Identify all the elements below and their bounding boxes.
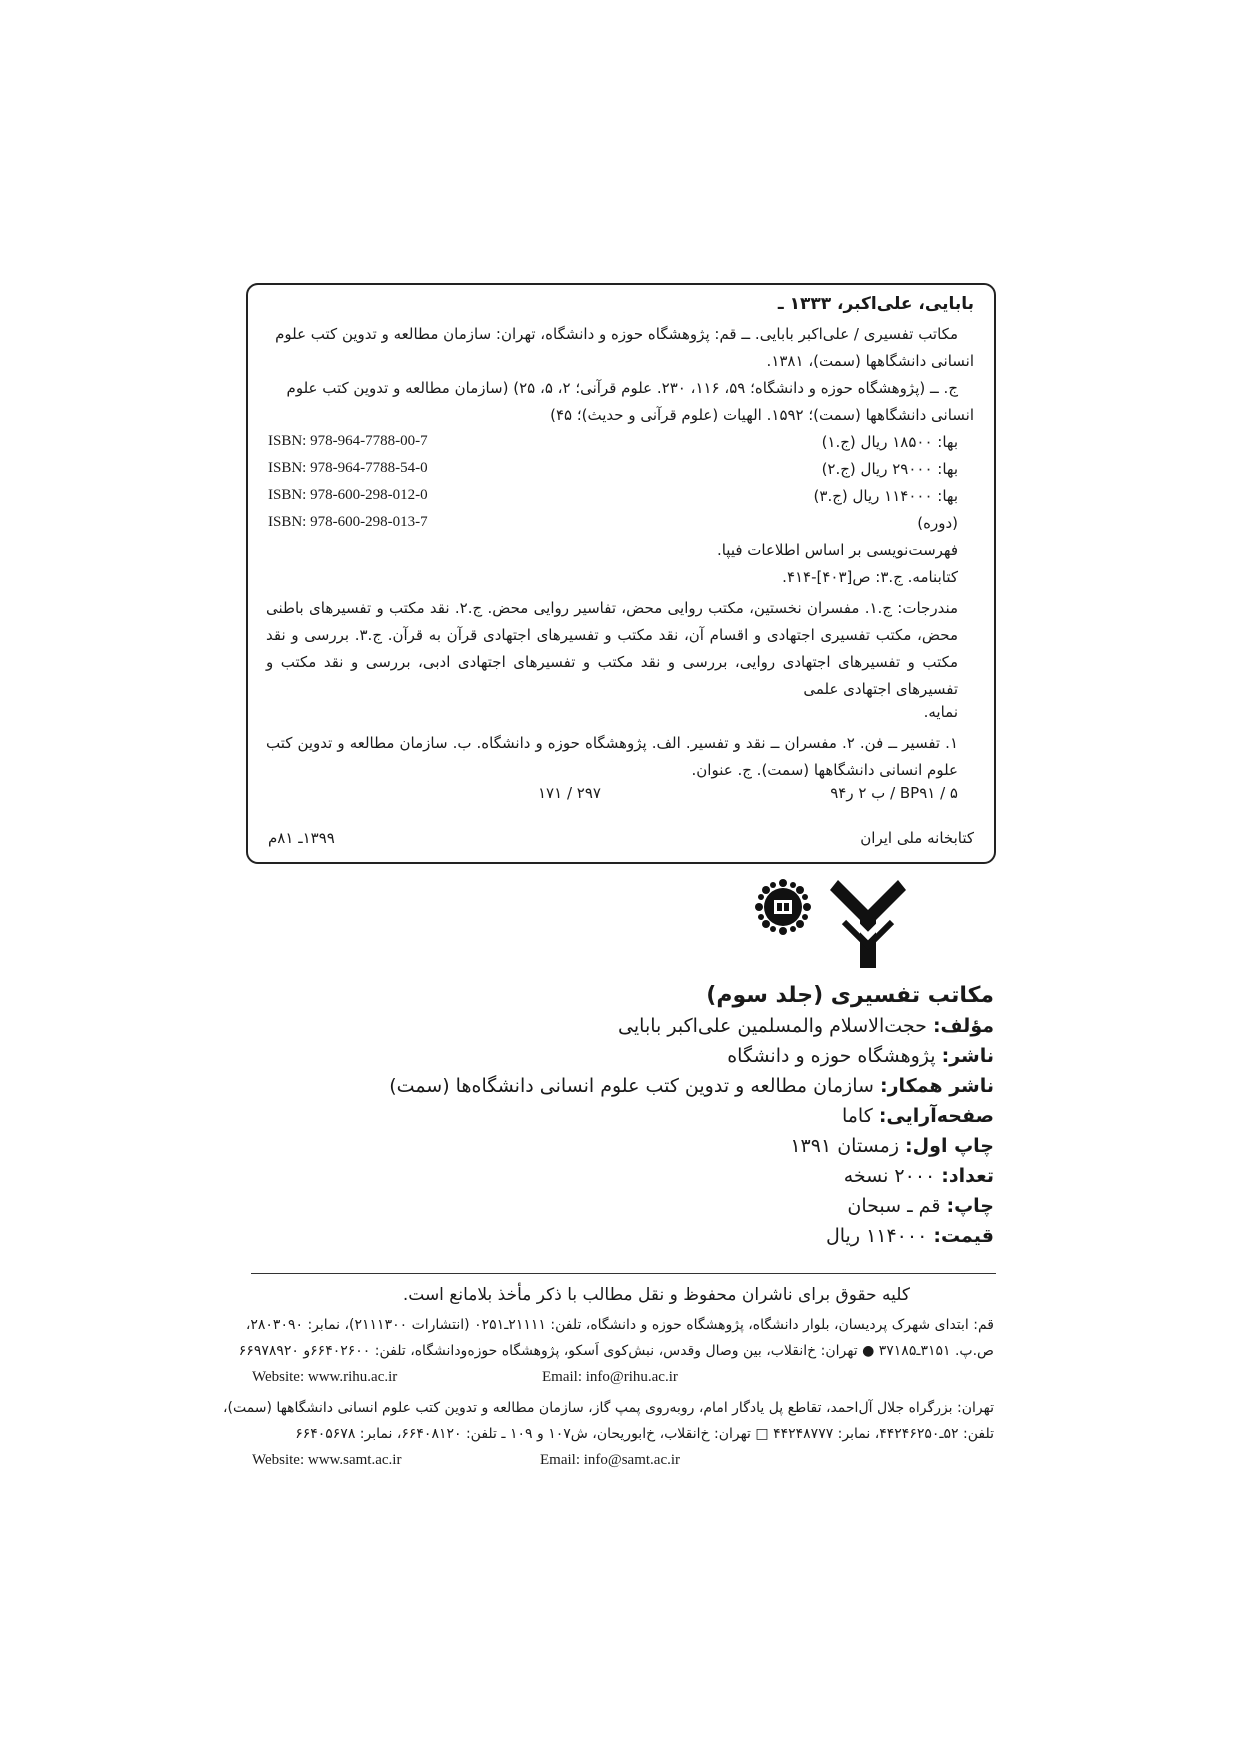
copublisher-line (389, 1074, 994, 1098)
price-label: قیمت: (933, 1225, 994, 1247)
count-value: ۲۰۰۰ نسخه (843, 1165, 936, 1187)
rihu-website[interactable]: Website: www.rihu.ac.ir (252, 1369, 398, 1385)
rihu-logo-anchor (832, 902, 833, 903)
first-print-label: چاپ اول: (905, 1135, 994, 1157)
layout-label: صفحه‌آرایی: (878, 1105, 994, 1127)
book-title (706, 984, 994, 1008)
cip-subjects: ۱. تفسیر ــ فن. ۲. مفسران ــ نقد و تفسیر. الف. پژوهشگاه حوزه و دانشگاه. ب. سازمان مطالعه و تدوین کتب علوم انسانی دانشگاهها (سمت). ج. عنوان. (266, 734, 958, 779)
rihu-logo (830, 876, 906, 968)
price-value: ۱۱۴۰۰۰ ریال (825, 1225, 928, 1247)
samt-email[interactable]: Email: info@samt.ac.ir (540, 1452, 681, 1468)
cip-title-statement-2: انسانی دانشگاهها (سمت)، ۱۳۸۱. (766, 352, 974, 370)
publisher-line (727, 1044, 994, 1068)
copublisher-label: ناشر همکار: (879, 1075, 994, 1097)
price-line (826, 1224, 994, 1248)
copyright-notice: کلیه حقوق برای ناشران محفوظ و نقل مطالب با ذکر مأخذ بلامانع است. (402, 1285, 910, 1305)
cip-series-1: ج. ــ (پژوهشگاه حوزه و دانشگاه؛ ۵۹، ۱۱۶، ۲۳۰. علوم قرآنی؛ ۲، ۵، ۲۵) (سازمان مطالعه و تدوین کتب علوم (286, 379, 958, 397)
cip-price-set: (دوره) (917, 514, 958, 532)
author-line (618, 1014, 994, 1038)
cip-dewey: ۲۹۷ / ۱۷۱ (538, 784, 601, 802)
rihu-email[interactable]: Email: info@rihu.ac.ir (542, 1369, 678, 1385)
cip-fipa-note: فهرست‌نویسی بر اساس اطلاعات فیپا. (716, 541, 958, 559)
samt-website[interactable]: Website: www.samt.ac.ir (252, 1452, 402, 1468)
layout-line (842, 1104, 994, 1128)
layout-value: کاما (841, 1105, 873, 1127)
count-line (844, 1164, 994, 1188)
cip-isbn-2: ISBN: 978-964-7788-54-0 (268, 460, 428, 476)
copublisher-value: سازمان مطالعه و تدوین کتب علوم انسانی دانشگاه‌ها (سمت) (389, 1075, 874, 1097)
separator-rule (251, 1273, 996, 1274)
samt-logo (754, 878, 812, 936)
cip-series-2: انسانی دانشگاهها (سمت)؛ ۱۵۹۲. الهیات (علوم قرآنی و حدیث)؛ ۴۵) (550, 406, 974, 424)
cip-bibliography-note: کتابنامه. ج.۳: ص[۴۰۳]-۴۱۴. (782, 568, 958, 586)
cip-title-statement-1: مکاتب تفسیری / علی‌اکبر بابایی. ــ قم: پژوهشگاه حوزه و دانشگاه، تهران: سازمان مطالعه و تدوین کتب علوم (275, 325, 958, 343)
author-value: حجت‌الاسلام والمسلمین علی‌اکبر بابایی (618, 1015, 927, 1037)
cip-contents: مندرجات: ج.۱. مفسران نخستین، مکتب روایی محض، تفاسیر روایی محض. ج.۲. نقد مکتب و تفسیرهای باطنی محض، مکتب تفسیری اجتهادی و اقسام آن، نقد مکتب و تفسیرهای اجتهادی قرآن به قرآن. ج.۳. بررسی و نقد مکتب و تفسیرهای اجتهادی روایی، بررسی و نقد مکتب و تفسیرهای اجتهادی ادبی، بررسی و نقد مکتب و تفسیرهای اجتهادی علمی (266, 599, 959, 698)
printer-label: چاپ: (946, 1195, 994, 1217)
rihu-address-2: ص.پ. ۳۱۵۱ـ۳۷۱۸۵ ● تهران: خ‌انقلاب، بین وصال وقدس، نبش‌کوی اَسکو، پژوهشگاه حوزه‌ودانشگاه، تلفن: ۶۶۴۰۲۶۰۰و ۶۶۹۷۸۹۲۰ (238, 1343, 994, 1359)
cip-price-2: بها: ۲۹۰۰۰ ریال (ج.۲) (821, 460, 958, 478)
cip-library-number: ۱۳۹۹ـ ۸۱م (268, 829, 335, 847)
printer-value: قم ـ سبحان (847, 1195, 941, 1217)
publisher-label: ناشر: (941, 1045, 994, 1067)
cip-isbn-3: ISBN: 978-600-298-012-0 (268, 487, 428, 503)
author-label: مؤلف: (932, 1015, 994, 1037)
publisher-value: پژوهشگاه حوزه و دانشگاه (727, 1045, 936, 1067)
book-title-text: مکاتب تفسیری (جلد سوم) (706, 983, 994, 1008)
printer-line (847, 1194, 994, 1218)
first-print-line (790, 1134, 994, 1158)
cip-isbn-set: ISBN: 978-600-298-013-7 (268, 514, 428, 530)
count-label: تعداد: (941, 1165, 994, 1187)
cip-heading: بابایی، علی‌اکبر، ۱۳۳۳ ـ (777, 294, 974, 314)
first-print-value: زمستان ۱۳۹۱ (790, 1135, 899, 1157)
cip-price-1: بها: ۱۸۵۰۰ ریال (ج.۱) (821, 433, 958, 451)
cip-price-3: بها: ۱۱۴۰۰۰ ریال (ج.۳) (813, 487, 958, 505)
samt-address-1: تهران: بزرگراه جلال آل‌احمد، تقاطع پل یادگار امام، روبه‌روی پمپ گاز، سازمان مطالعه و تدوین کتب علوم انسانی دانشگاهها (سمت)، (222, 1400, 994, 1416)
rihu-address-1: قم: ابتدای شهرک پردیسان، بلوار دانشگاه، پژوهشگاه حوزه و دانشگاه، تلفن: ۲۱۱۱۱ـ۰۲۵۱ (انتشارات ۲۱۱۱۳۰۰)، نمابر: ۲۸۰۳۰۹۰، (245, 1317, 994, 1333)
cip-index-note: نمایه. (923, 703, 958, 721)
cip-library: کتابخانه ملی ایران (860, 829, 974, 847)
cip-isbn-1: ISBN: 978-964-7788-00-7 (268, 433, 428, 449)
cip-lc-class: BP۹۱ / ۵ / ب ۲ ر۹۴ (830, 784, 958, 802)
samt-address-2: تلفن: ۵۲ـ۴۴۲۴۶۲۵۰، نمابر: ۴۴۲۴۸۷۷۷ □ تهران: خ‌انقلاب، خ‌ابوریحان، ش۱۰۷ و ۱۰۹ ـ تلفن: ۶۶۴۰۸۱۲۰، نمابر: ۶۶۴۰۵۶۷۸ (295, 1426, 994, 1442)
cip-box (246, 283, 996, 864)
